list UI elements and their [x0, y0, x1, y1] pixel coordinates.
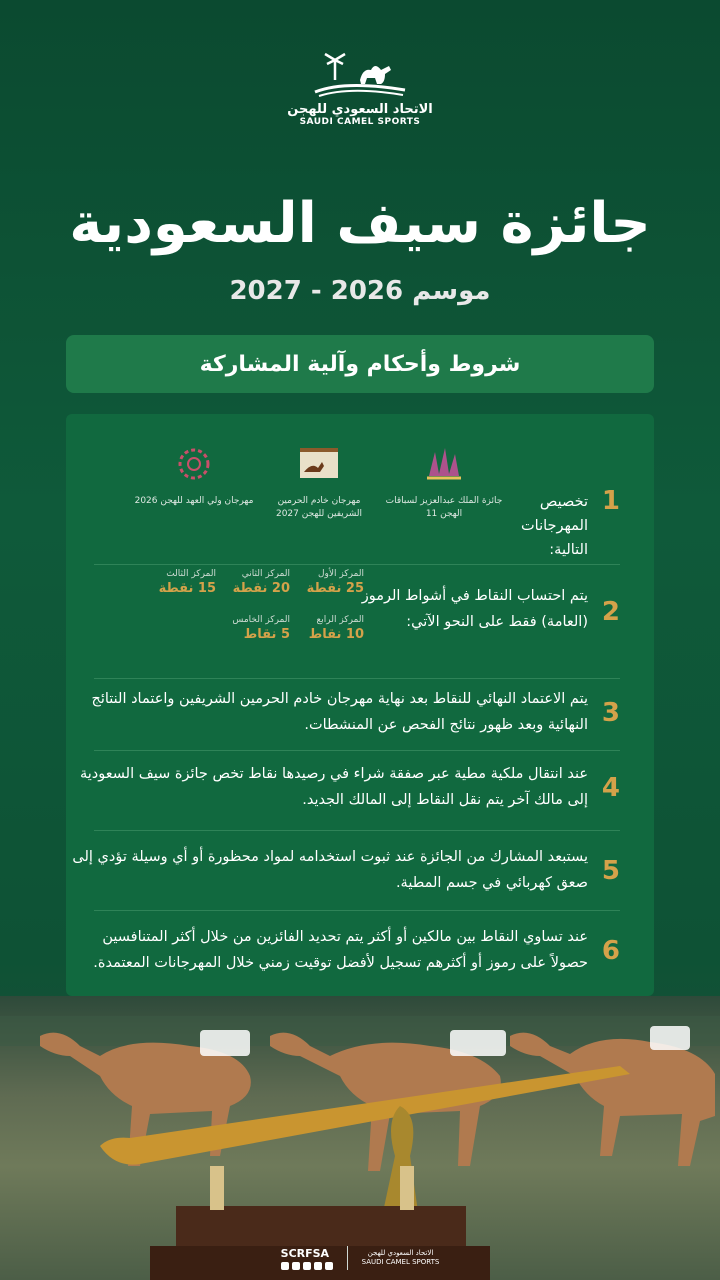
- youtube-icon[interactable]: [314, 1262, 322, 1270]
- rule-row-6: [66, 922, 654, 982]
- divider: [94, 910, 620, 911]
- snapchat-icon[interactable]: [292, 1262, 300, 1270]
- points-third: [146, 569, 216, 596]
- points-value: 25 نقطة: [306, 581, 364, 596]
- points-value: 15 نقطة: [158, 581, 216, 596]
- rule-text: تخصيص المهرجانات التالية:: [521, 494, 588, 558]
- rule-number: 4: [601, 773, 620, 803]
- points-place: المركز الخامس: [232, 615, 290, 625]
- points-fourth: [294, 615, 364, 642]
- footer-mini-ar: الاتحاد السعودي للهجن: [367, 1249, 434, 1257]
- divider: [94, 830, 620, 831]
- logo-arabic-text: الاتحاد السعودي للهجن: [287, 102, 433, 117]
- festival-name: مهرجان خادم الحرمين الشريفين للهجن 2027: [275, 496, 363, 519]
- king-abdulaziz-festival-logo: [421, 444, 467, 484]
- rule-row-3: [66, 684, 654, 744]
- divider: [94, 750, 620, 751]
- festival-name: جائزة الملك عبدالعزيز لسباقات الهجن 11: [385, 496, 503, 519]
- terms-heading: شروط وأحكام وآلية المشاركة: [66, 335, 654, 393]
- rules-panel: [66, 414, 654, 996]
- points-second: [220, 569, 290, 596]
- rule-number: 6: [601, 936, 620, 966]
- rule-text: يتم احتساب النقاط في أشواط الرموز (العامة) فقط على النحو الآتي:: [361, 588, 588, 630]
- footer-mini-en: SAUDI CAMEL SPORTS: [361, 1258, 440, 1266]
- footer-brand: SCRFSA: [280, 1246, 330, 1260]
- festival-king-abdulaziz: [384, 444, 504, 521]
- rule-row-1: [66, 444, 654, 558]
- rule-text: عند تساوي النقاط بين مالكين أو أكثر يتم تحديد الفائزين من خلال أكثر المتنافسين حصولاً على رموز أو أكثرهم تسجيل لأفضل توقيت زمني خلال المهرجانات المعتمدة.: [93, 929, 588, 971]
- linkedin-icon[interactable]: [325, 1262, 333, 1270]
- rule-row-4: [66, 759, 654, 819]
- points-value: 20 نقطة: [232, 581, 290, 596]
- festival-custodian: [259, 444, 379, 521]
- season-label: موسم 2026 - 2027: [229, 276, 491, 306]
- footer: [0, 1246, 720, 1270]
- festival-crown-prince: [134, 444, 254, 508]
- festival-name: مهرجان ولي العهد للهجن 2026: [134, 496, 254, 506]
- footer-mini-logo: [362, 1249, 440, 1267]
- points-place: المركز الثاني: [241, 569, 290, 579]
- social-icons: [281, 1262, 333, 1270]
- custodian-festival-logo: [296, 444, 342, 484]
- x-icon[interactable]: [281, 1262, 289, 1270]
- rule-number: 2: [601, 597, 620, 627]
- rule-number: 3: [601, 698, 620, 728]
- camels-and-sword-illustration: [0, 996, 720, 1280]
- points-value: 10 نقاط: [308, 627, 364, 642]
- footer-separator: [347, 1246, 348, 1270]
- divider: [94, 564, 620, 565]
- points-first: [294, 569, 364, 596]
- rule-row-2: [66, 569, 654, 669]
- points-value: 5 نقاط: [243, 627, 290, 642]
- page-title: جائزة سيف السعودية: [69, 191, 651, 256]
- federation-logo: [0, 50, 720, 127]
- instagram-icon[interactable]: [303, 1262, 311, 1270]
- rule-number: 1: [601, 486, 620, 516]
- divider: [94, 678, 620, 679]
- points-fifth: [220, 615, 290, 642]
- rule-text: يتم الاعتماد النهائي للنقاط بعد نهاية مهرجان خادم الحرمين الشريفين واعتماد النتائج النهائية وبعد ظهور نتائج الفحص عن المنشطات.: [91, 691, 588, 733]
- camel-palm-icon: [305, 50, 415, 100]
- logo-english-text: SAUDI CAMEL SPORTS: [299, 117, 421, 127]
- rule-row-5: [66, 842, 654, 902]
- footer-brand-block: [281, 1247, 333, 1270]
- rule-text: عند انتقال ملكية مطية عبر صفقة شراء في رصيدها نقاط تخص جائزة سيف السعودية إلى مالك آخر يتم نقل النقاط إلى المالك الجديد.: [79, 766, 588, 808]
- rule-text: يستبعد المشارك من الجائزة عند ثبوت استخدامه لمواد محظورة أو أي وسيلة تؤدي إلى صعق كهربائي في جسم المطية.: [72, 849, 588, 891]
- crown-prince-festival-logo: [171, 444, 217, 484]
- camel-race-image: [0, 996, 720, 1280]
- points-place: المركز الرابع: [316, 615, 364, 625]
- points-place: المركز الثالث: [166, 569, 216, 579]
- points-place: المركز الأول: [317, 569, 364, 579]
- rule-number: 5: [601, 856, 620, 886]
